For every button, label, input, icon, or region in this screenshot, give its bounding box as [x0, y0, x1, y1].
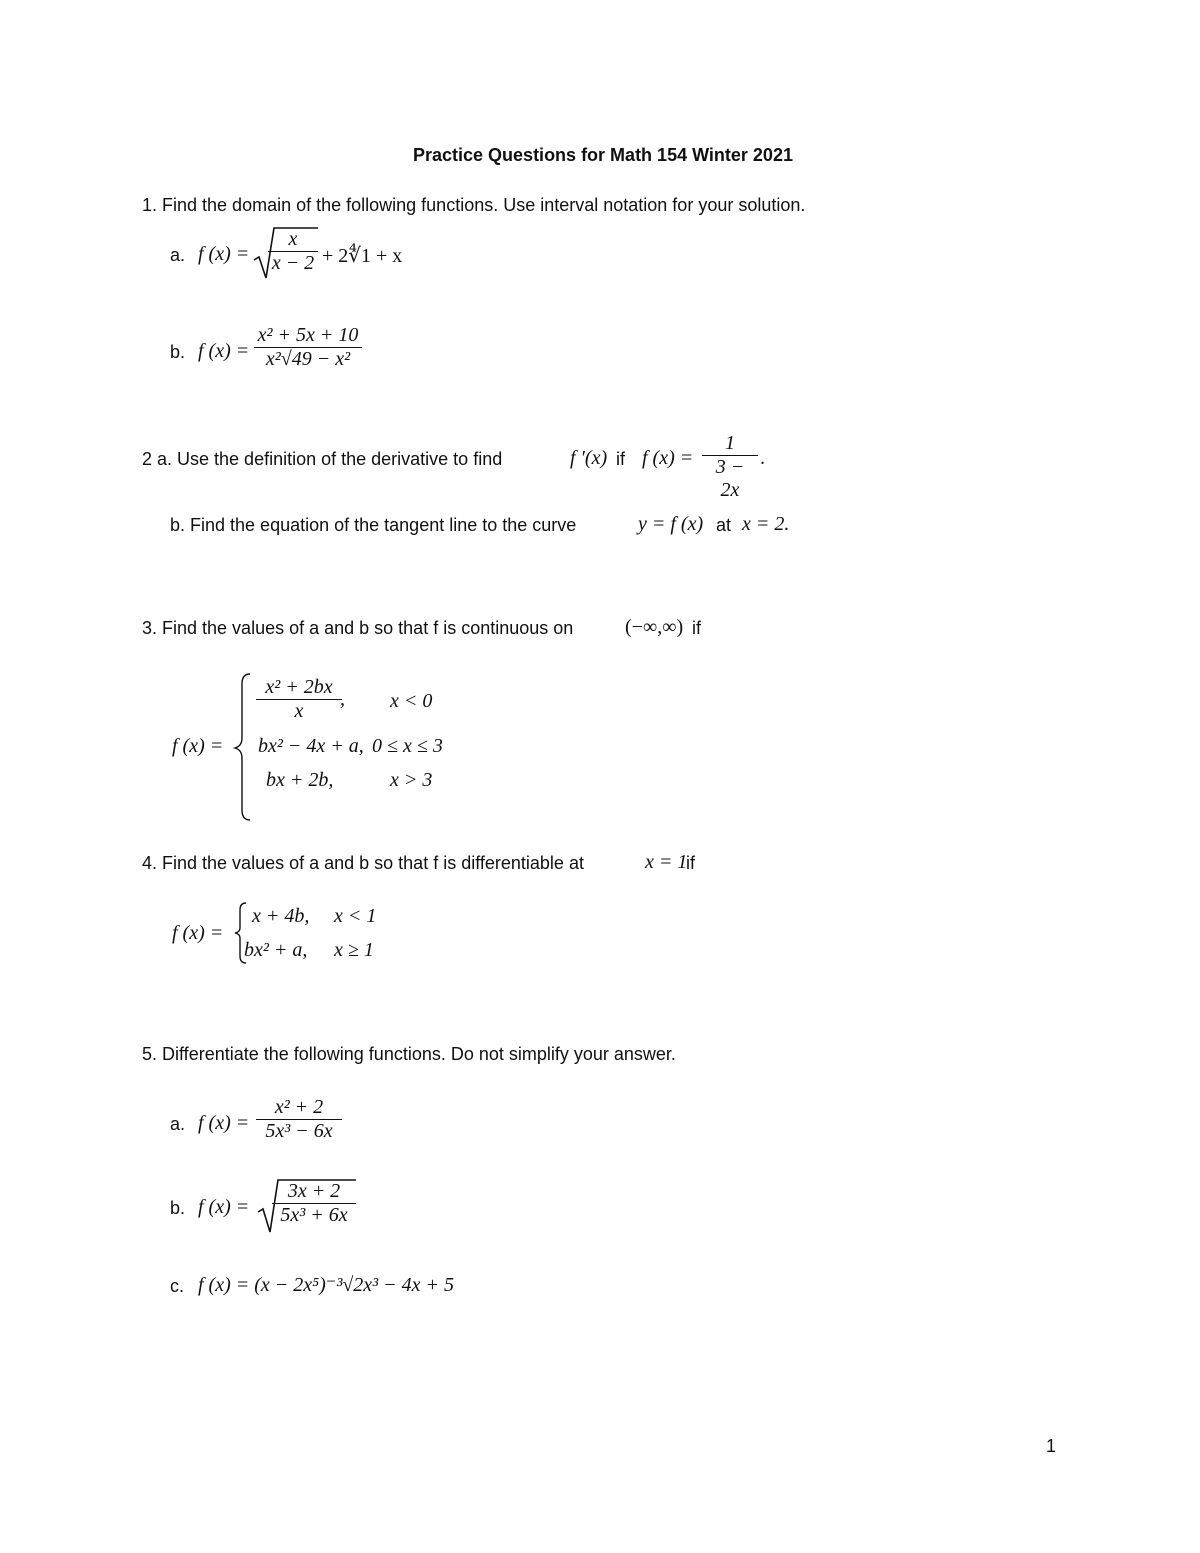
q4-if: if [686, 853, 695, 873]
q2-lhs: f (x) = [642, 447, 694, 469]
q2-fprime: f ′(x) [570, 447, 608, 469]
q3-lhs: f (x) = [172, 735, 224, 757]
q4-at-value: x = 1 [645, 851, 688, 873]
q4-case2-condition: x ≥ 1 [334, 939, 374, 961]
q2-if: if [616, 449, 625, 469]
q5b-label: b. [170, 1198, 186, 1218]
q1b-denominator: x²√49 − x² [254, 347, 362, 371]
q5b-denominator: 5x³ + 6x [272, 1203, 356, 1227]
q3-case3-expr: bx + 2b, [266, 769, 334, 791]
q3-case1-numerator: x² + 2bx [265, 676, 333, 698]
q3-case1-condition: x < 0 [390, 690, 433, 712]
q1a-lhs: f (x) = [198, 243, 250, 265]
q5b-fraction [272, 1180, 356, 1227]
q4-lhs: f (x) = [172, 922, 224, 944]
question-2b-text: b. Find the equation of the tangent line to the curve [170, 515, 577, 535]
q1b-fraction [254, 324, 362, 371]
q5a-fraction [256, 1096, 342, 1143]
q1a-denominator: x − 2 [268, 251, 318, 275]
q5a-numerator: x² + 2 [274, 1096, 324, 1118]
q5b-numerator: 3x + 2 [287, 1180, 341, 1202]
q3-if: if [692, 618, 701, 638]
q3-case2-condition: 0 ≤ x ≤ 3 [372, 735, 443, 757]
q5c-expression: f (x) = (x − 2x⁵)⁻³√2x³ − 4x + 5 [198, 1274, 455, 1296]
q1b-lhs: f (x) = [198, 340, 250, 362]
q3-interval: (−∞,∞) [625, 616, 684, 638]
q1a-label: a. [170, 245, 186, 265]
question-4-text: 4. Find the values of a and b so that f is differentiable at [142, 853, 584, 873]
q5a-lhs: f (x) = [198, 1112, 250, 1134]
q3-case1-denominator: x [256, 699, 342, 723]
q1a-numerator: x [288, 228, 298, 250]
q1a-tail: + 2∜1 + x [322, 245, 403, 267]
q1b-numerator: x² + 5x + 10 [257, 324, 359, 346]
q3-case1-comma: , [340, 688, 345, 710]
q4-case2-expr: bx² + a, [244, 939, 308, 961]
q5c-label: c. [170, 1276, 185, 1296]
question-2a-text: 2 a. Use the definition of the derivative to find [142, 449, 503, 469]
question-1-text: 1. Find the domain of the following functions. Use interval notation for your solution. [142, 195, 806, 215]
q2-period: . [760, 447, 765, 469]
q2-numerator: 1 [725, 432, 735, 454]
left-brace-icon [232, 670, 256, 825]
q2b-at: at [716, 515, 732, 535]
q2-denominator: 3 − 2x [702, 455, 758, 502]
q4-case1-expr: x + 4b, [252, 905, 310, 927]
q5a-label: a. [170, 1114, 186, 1134]
q5b-lhs: f (x) = [198, 1196, 250, 1218]
q3-case2-expr: bx² − 4x + a, [258, 735, 364, 757]
question-5-text: 5. Differentiate the following functions. Do not simplify your answer. [142, 1044, 676, 1064]
page-number: 1 [1046, 1436, 1057, 1456]
q2b-at-value: x = 2. [742, 513, 790, 535]
page-title: Practice Questions for Math 154 Winter 2021 [413, 145, 793, 165]
q4-case1-condition: x < 1 [334, 905, 377, 927]
q1b-label: b. [170, 342, 186, 362]
q5a-denominator: 5x³ − 6x [256, 1119, 342, 1143]
q1a-fraction [268, 228, 318, 275]
q3-case1-fraction [256, 676, 342, 723]
q2-fraction [702, 432, 758, 502]
q3-case3-condition: x > 3 [390, 769, 433, 791]
q2b-curve: y = f (x) [638, 513, 704, 535]
question-3-text: 3. Find the values of a and b so that f is continuous on [142, 618, 574, 638]
